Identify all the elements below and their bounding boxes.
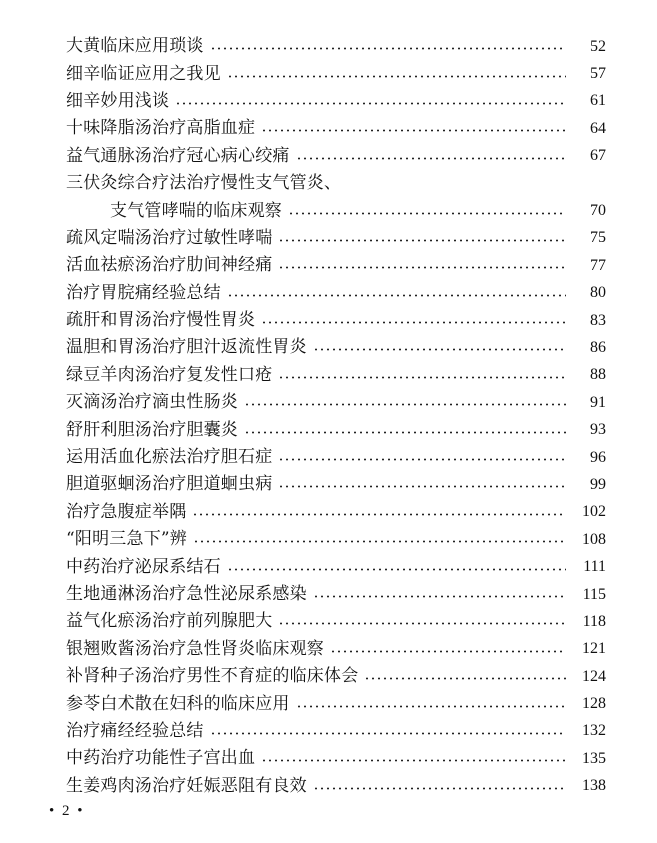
toc-entry-page: 115 (582, 585, 606, 603)
toc-entry-title: 益气化瘀汤治疗前列腺肥大 (66, 611, 273, 632)
dot-leader (227, 294, 566, 297)
toc-entry[interactable] (66, 718, 606, 745)
toc-entry-title: 中药治疗泌尿系结石 (66, 556, 221, 577)
toc-entry[interactable] (66, 33, 606, 60)
toc-entry-title: 活血祛瘀汤治疗肋间神经痛 (66, 255, 273, 276)
dot-leader (330, 650, 566, 653)
toc-entry-page: 102 (582, 503, 606, 521)
dot-leader (261, 759, 566, 762)
toc-entry[interactable] (66, 636, 606, 663)
page-number-footer: • 2 • (49, 803, 85, 819)
toc-entry-page: 64 (590, 119, 606, 137)
toc-entry-title: 支气管哮喘的临床观察 (110, 200, 282, 221)
toc-entry[interactable] (66, 389, 606, 416)
toc-entry-page: 121 (582, 640, 606, 658)
toc-entry[interactable] (66, 60, 606, 87)
toc-entry-title: 补肾种子汤治疗男性不育症的临床体会 (66, 666, 359, 687)
dot-leader (278, 266, 566, 269)
toc-entry[interactable] (66, 115, 606, 142)
toc-entry-page: 124 (582, 667, 606, 685)
toc-entry[interactable] (66, 499, 606, 526)
dot-leader (296, 705, 566, 708)
toc-entry-title: 治疗痛经经验总结 (66, 720, 204, 741)
toc-entry-page: 83 (590, 311, 606, 329)
toc-entry-title: 三伏灸综合疗法治疗慢性支气管炎、 (66, 173, 342, 194)
toc-entry-title: 中药治疗功能性子宫出血 (66, 748, 256, 769)
toc-entry-page: 96 (590, 448, 606, 466)
dot-leader (278, 622, 566, 625)
toc-entry-title: 绿豆羊肉汤治疗复发性口疮 (66, 364, 273, 385)
toc-entry-title: 益气通脉汤治疗冠心病心绞痛 (66, 145, 290, 166)
dot-leader (278, 485, 566, 488)
dot-leader (296, 157, 566, 160)
toc-entry-page: 75 (590, 229, 606, 247)
toc-entry-page: 61 (590, 92, 606, 110)
toc-entry-page: 132 (582, 722, 606, 740)
table-of-contents (66, 33, 606, 800)
toc-entry-title: 银翘败酱汤治疗急性肾炎临床观察 (66, 638, 324, 659)
toc-entry-title: “阳明三急下”辨 (66, 529, 187, 550)
toc-entry[interactable] (66, 334, 606, 361)
dot-leader (313, 595, 566, 598)
toc-entry-page: 77 (590, 256, 606, 274)
toc-entry-page: 67 (590, 147, 606, 165)
toc-entry-title: 舒肝利胆汤治疗胆囊炎 (66, 419, 238, 440)
toc-entry[interactable] (66, 143, 606, 170)
dot-leader (210, 732, 566, 735)
dot-leader (313, 787, 566, 790)
toc-entry[interactable] (66, 252, 606, 279)
toc-entry-page: 111 (583, 558, 606, 576)
toc-entry[interactable] (66, 362, 606, 389)
toc-entry-page: 91 (590, 393, 606, 411)
toc-entry[interactable] (66, 581, 606, 608)
dot-leader (278, 239, 566, 242)
dot-leader (278, 376, 566, 379)
dot-leader (244, 431, 566, 434)
toc-entry-page: 88 (590, 366, 606, 384)
dot-leader (261, 321, 566, 324)
toc-entry-page: 99 (590, 475, 606, 493)
dot-leader (210, 47, 566, 50)
toc-entry-title: 温胆和胃汤治疗胆汁返流性胃炎 (66, 337, 307, 358)
toc-entry[interactable] (66, 745, 606, 772)
toc-entry-title: 生地通淋汤治疗急性泌尿系感染 (66, 584, 307, 604)
toc-entry-page: 108 (582, 530, 606, 548)
toc-entry-title: 大黄临床应用琐谈 (66, 36, 204, 57)
toc-entry-title: 运用活血化瘀法治疗胆石症 (66, 447, 273, 468)
toc-entry-title: 十味降脂汤治疗高脂血症 (66, 118, 256, 139)
toc-entry-page: 57 (590, 65, 606, 83)
toc-entry[interactable] (66, 773, 606, 800)
toc-entry-continuation[interactable] (66, 197, 606, 224)
toc-entry-title: 胆道驱蛔汤治疗胆道蛔虫病 (66, 474, 273, 495)
toc-entry[interactable] (66, 608, 606, 635)
dot-leader (193, 540, 566, 543)
toc-entry-title: 灭滴汤治疗滴虫性肠炎 (66, 392, 238, 413)
toc-entry-first-line[interactable] (66, 170, 606, 197)
toc-entry-title: 治疗急腹症举隅 (66, 501, 187, 522)
toc-entry-page: 52 (590, 37, 606, 55)
toc-entry[interactable] (66, 663, 606, 690)
toc-entry-page: 138 (582, 777, 606, 795)
toc-entry-title: 细辛妙用浅谈 (66, 90, 170, 111)
toc-entry[interactable] (66, 225, 606, 252)
toc-entry[interactable] (66, 88, 606, 115)
toc-entry[interactable] (66, 307, 606, 334)
toc-entry[interactable] (66, 280, 606, 307)
toc-entry-title: 疏风定喘汤治疗过敏性哮喘 (66, 227, 273, 248)
dot-leader (175, 102, 566, 105)
dot-leader (227, 75, 566, 78)
toc-entry-page: 118 (582, 612, 606, 630)
dot-leader (261, 129, 566, 132)
toc-entry[interactable] (66, 690, 606, 717)
dot-leader (288, 212, 566, 215)
toc-entry-title: 生姜鸡肉汤治疗妊娠恶阻有良效 (66, 775, 307, 796)
toc-entry[interactable] (66, 416, 606, 443)
toc-entry[interactable] (66, 444, 606, 471)
toc-entry-title: 治疗胃脘痛经验总结 (66, 282, 221, 303)
toc-entry-page: 70 (590, 202, 606, 220)
toc-entry[interactable] (66, 471, 606, 498)
toc-entry[interactable] (66, 526, 606, 553)
toc-entry-title: 细辛临证应用之我见 (66, 63, 221, 84)
dot-leader (364, 677, 566, 680)
dot-leader (192, 513, 566, 516)
toc-entry-page: 93 (590, 421, 606, 439)
toc-entry-page: 86 (590, 338, 606, 356)
toc-entry-page: 128 (582, 695, 606, 713)
toc-entry-title: 疏肝和胃汤治疗慢性胃炎 (66, 310, 256, 331)
toc-entry[interactable] (66, 553, 606, 580)
dot-leader (278, 458, 566, 461)
dot-leader (227, 568, 566, 571)
dot-leader (313, 348, 566, 351)
toc-entry-page: 135 (582, 749, 606, 767)
toc-entry-title: 参苓白术散在妇科的临床应用 (66, 693, 290, 714)
toc-entry-page: 80 (590, 284, 606, 302)
dot-leader (244, 403, 566, 406)
